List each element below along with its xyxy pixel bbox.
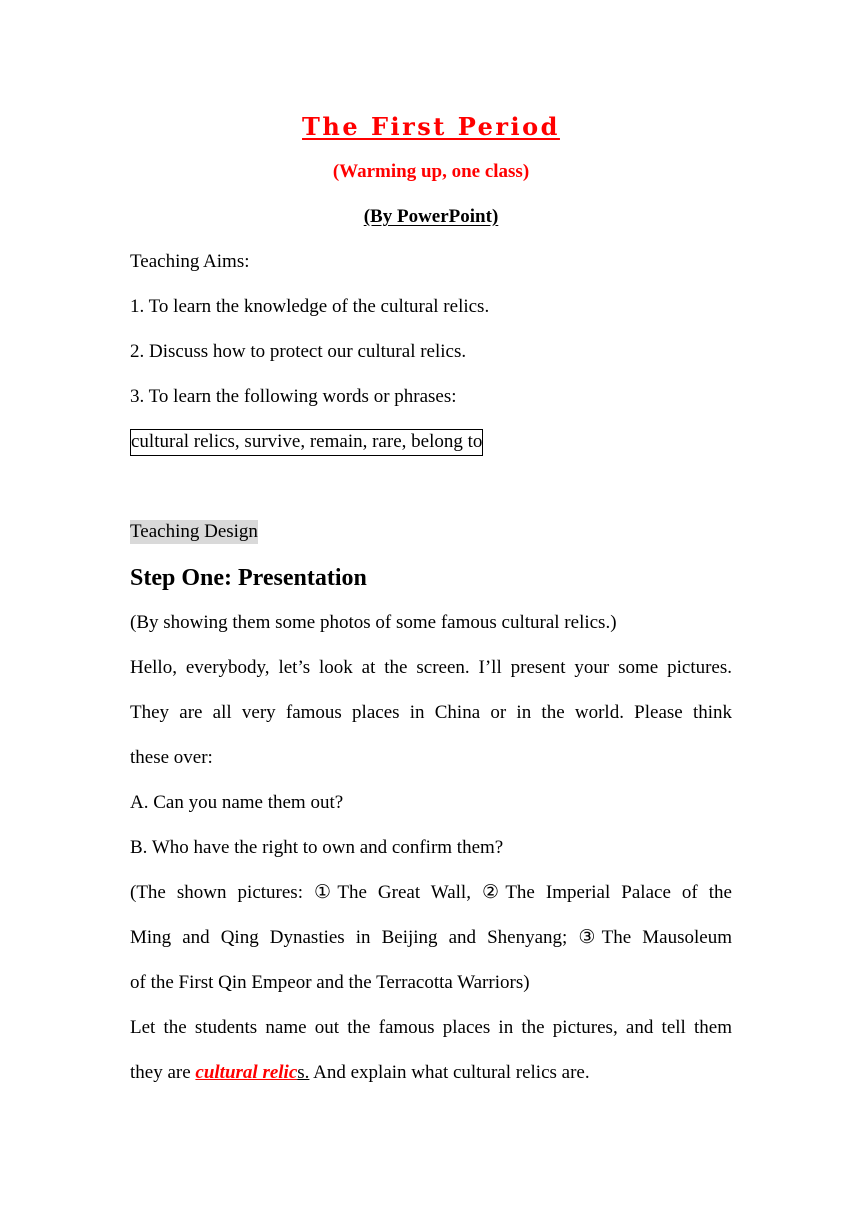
shown-line-1: (The shown pictures: ①The Great Wall, ②The Imperial Palace of the [130,882,732,903]
by-line: (By PowerPoint) [363,206,499,227]
shown-line-3: of the First Qin Empeor and the Terracotta Warriors) [130,972,530,993]
vocab-line [130,429,732,456]
para1-line-1: Hello, everybody, let’s look at the screen. I’ll present your some pictures. [130,657,732,678]
keyword-cultural-relic: cultural relic [195,1062,298,1083]
aim-item-1: 1. To learn the knowledge of the cultural relics. [130,296,490,317]
question-a: A. Can you name them out? [130,792,344,813]
vocab-box: cultural relics, survive, remain, rare, belong to [130,429,483,456]
step-heading: Step One: Presentation [130,565,367,591]
keyword-tail: s. [297,1062,310,1083]
para1-line-2: They are all very famous places in China or in the world. Please think [130,702,732,723]
para2-line-2-start: they are [130,1062,196,1083]
para2-line-1: Let the students name out the famous places in the pictures, and tell them [130,1017,732,1038]
question-b: B. Who have the right to own and confirm them? [130,837,504,858]
document-subtitle: (Warming up, one class) [332,161,530,182]
teaching-design-label: Teaching Design [130,521,258,542]
shown-line-2: Ming and Qing Dynasties in Beijing and Shenyang; ③The Mausoleum [130,927,732,948]
aim-item-3: 3. To learn the following words or phrases: [130,386,457,407]
para2-line-2 [130,1061,732,1085]
aim-item-2: 2. Discuss how to protect our cultural relics. [130,341,467,362]
step-note: (By showing them some photos of some famous cultural relics.) [130,612,617,633]
teaching-design-line [130,520,732,544]
para1-line-3: these over: [130,747,213,768]
document-title: The First Period [302,112,560,141]
teaching-aims-label: Teaching Aims: [130,251,250,272]
para2-line-2-end: And explain what cultural relics are. [309,1062,590,1083]
